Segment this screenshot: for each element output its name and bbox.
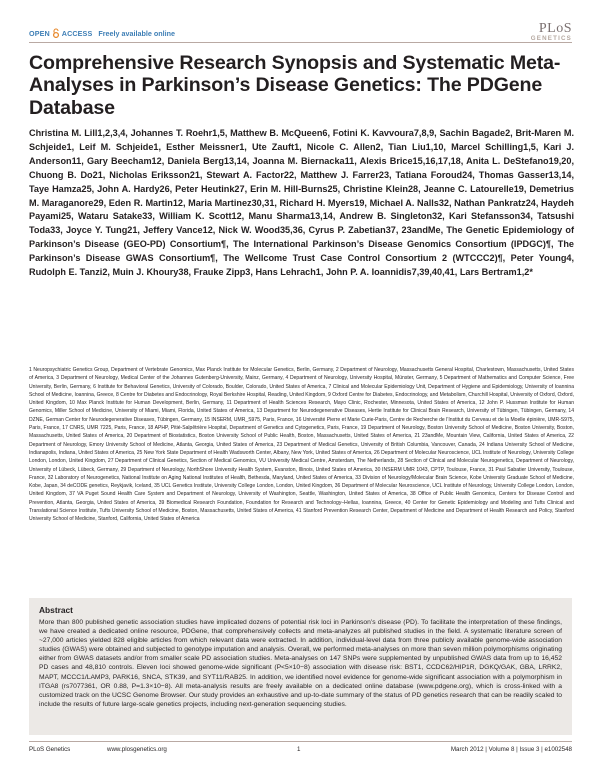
header-divider <box>29 42 572 43</box>
footer-issue-info: March 2012 | Volume 8 | Issue 3 | e1002548 <box>450 746 572 753</box>
open-access-lock-icon <box>52 28 60 38</box>
logo-plos: PLoS <box>538 21 572 36</box>
abstract-heading: Abstract <box>39 605 73 615</box>
footer-divider <box>29 741 572 742</box>
open-access-banner <box>29 28 175 38</box>
abstract-section <box>29 598 572 735</box>
journal-logo <box>531 22 572 42</box>
abstract-text: More than 800 published genetic association studies have implicated dozens of potential risk loci in Parkinson’s disease (PD). To facilitate the interpretation of these findings, we have created a dedicated online resource, PDGene, that comprehensively collects and meta-analyzes all published studies in the field. A systematic literature screen of ~27,000 articles yielded 828 eligible articles from which relevant data were extracted. In addition, individual-level data from three publicly available genome-wide association studies (GWAS) were obtained and subjected to genotype imputation and analysis. Overall, we performed meta-analyses on more than seven million polymorphisms originating either from GWAS datasets and/or from smaller scale PD association studies. Meta-analyses on 147 SNPs were supplemented by unpublished GWAS data from up to 16,452 PD cases and 48,810 controls. Eleven loci showed genome-wide significant (P<5×10−8) association with disease risk: BST1, CCDC62/HIP1R, DGKQ/GAK, GBA, LRRK2, MAPT, MCCC1/LAMP3, PARK16, SNCA, STK39, and SYT11/RAB25. In addition, we identified novel evidence for genome-wide significant association with a polymorphism in ITGA8 (rs7077361, OR 0.88, P=1.3×10−8). All meta-analysis results are freely available on a dedicated online database (www.pdgene.org), which is cross-linked with a customized track on the UCSC Genome Browser. Our study provides an exhaustive and up-to-date summary of the status of PD genetics research that can be readily scaled to include the results of future large-scale genetics projects, including next-generation sequencing studies. <box>39 619 562 708</box>
freely-available-label: Freely available online <box>98 28 176 38</box>
page-footer <box>29 746 572 756</box>
article-title: Comprehensive Research Synopsis and Systematic Meta-Analyses in Parkinson’s Disease Genetics: The PDGene Database <box>29 52 561 119</box>
footer-url-link[interactable]: www.plosgenetics.org <box>107 746 167 753</box>
author-list: Christina M. Lill1,2,3,4, Johannes T. Roehr1,5, Matthew B. McQueen6, Fotini K. Kavvoura7,8,9, Sachin Bagade2, Brit-Maren M. Schjeide1, Leif M. Schjeide1, Esther Meissner1, Ute Zauft1, Nicole C. Allen2, Tian Liu1,10, Marcel Schilling1,5, Kari J. Anderson11, Gary Beecham12, Daniela Berg13,14, Joanna M. Biernacka11, Alexis Brice15,16,17,18, Anita L. DeStefano19,20, Chuong B. Do21, Nicholas Eriksson21, Stewart A. Factor22, Matthew J. Farrer23, Tatiana Foroud24, Thomas Gasser13,14, Taye Hamza25, John A. Hardy26, Peter Heutink27, Erin M. Hill-Burns25, Christine Klein28, Jeanne C. Latourelle19, Demetrius M. Maraganore29, Eden R. Martin12, Maria Martinez30,31, Richard H. Myers19, Michael A. Nalls32, Nathan Pankratz24, Haydeh Payami25, Wataru Satake33, William K. Scott12, Manu Sharma13,14, Andrew B. Singleton32, Kari Stefansson34, Tatsushi Toda33, Joyce Y. Tung21, Jeffery Vance12, Nick W. Wood35,36, Cyrus P. Zabetian37, 23andMe, The Genetic Epidemiology of Parkinson’s Disease (GEO-PD) Consortium¶, The International Parkinson’s Disease Genomics Consortium (IPDGC)¶, The Parkinson’s Disease GWAS Consortium¶, The Wellcome Trust Case Control Consortium 2 (WTCCC2)¶, Peter Young4, Rudolph E. Tanzi2, Muin J. Khoury38, Frauke Zipp3, Hans Lehrach1, John P. A. Ioannidis7,39,40,41, Lars Bertram1,2* <box>29 128 574 278</box>
footer-journal: PLoS Genetics <box>29 746 71 753</box>
logo-genetics: GENETICS <box>530 35 572 42</box>
footer-page-number: 1 <box>297 746 301 753</box>
affiliation-list: 1 Neuropsychiatric Genetics Group, Department of Vertebrate Genomics, Max Planck Institute for Molecular Genetics, Berlin, Germany, 2 Department of Neurology, Massachusetts General Hospital, Charlestown, Massachusetts, United States of America, 3 Department of Neurology, Medical Center of the Johannes Gutenberg-University, Mainz, Germany, 4 Department of Neurology, University Hospital, Münster, Germany, 5 Department of Mathematics and Computer Science, Free University, Berlin, Germany, 6 Institute for Behavioral Genetics, University of Colorado, Boulder, Colorado, United States of America, 7 Clinical and Molecular Epidemiology Unit, Department of Hygiene and Epidemiology, University of Ioannina School of Medicine, Ioannina, Greece, 8 Centre for Diabetes and Endocrinology, Royal Berkshire Hospital, Reading, United Kingdom, 9 Oxford Centre for Diabetes, Endocrinology, and Metabolism, Churchill Hospital, University of Oxford, Oxford, United Kingdom, 10 Max Planck Institute for Human Development, Berlin, Germany, 11 Department of Health Sciences Research, Mayo Clinic, Rochester, Minnesota, United States of America, 12 John P. Hussman Institute for Human Genomics, Miller School of Medicine, University of Miami, Miami, Florida, United States of America, 13 Department for Neurodegenerative Diseases, Hertie Institute for Clinical Brain Research, University of Tübingen, Tübingen, Germany, 14 DZNE, German Center for Neurodegenerative Diseases, Tübingen, Germany, 15 INSERM, UMR_S975, Paris, France, 16 Université Pierre et Marie Curie-Paris, Centre de Recherche de l’Institut du Cerveau et de la Moelle épinière, UMR-S975, Paris, France, 17 CNRS, UMR 7225, Paris, France, 18 APHP, Pitié-Salpêtrière Hospital, Department of Genetics and Cytogenetics, Paris, France, 19 Department of Neurology, Boston University School of Medicine, Boston University, Boston, Massachusetts, United States of America, 20 Department of Biostatistics, Boston University School of Public Health, Boston, Massachusetts, United States of America, 21 23andMe, Mountain View, California, United States of America, 22 Department of Neurology, Emory University School of Medicine, Atlanta, Georgia, United States of America, 23 Department of Medical Genetics, University of British Columbia, Vancouver, Canada, 24 Indiana University School of Medicine, Indianapolis, Indiana, United States of America, 25 New York State Department of Health Wadsworth Center, Albany, New York, United States of America, 26 Department of Molecular Neuroscience, UCL Institute of Neurology, University College London, London, United Kingdom, 27 Department of Clinical Genetics, Section of Medical Genomics, VU University Medical Centre, Amsterdam, The Netherlands, 28 Section of Clinical and Molecular Neurogenetics, Department of Neurology, University of Lübeck, Lübeck, Germany, 29 Department of Neurology, NorthShore University Health System, Evanston, Illinois, United States of America, 30 INSERM UMR 1043, CPTP, Toulouse, France, 31 Paul Sabatier University, Toulouse, France, 32 Laboratory of Neurogenetics, National Institute on Aging National Institutes of Health, Bethesda, Maryland, United States of America, 33 Division of Neurology/Molecular Brain Science, Kobe University Graduate School of Medicine, Kobe, Japan, 34 deCODE genetics, Reykjavik, Iceland, 35 UCL Genetics Institute, University College London, London, United Kingdom, 36 Department of Molecular Neuroscience, UCL Institute of Neurology, University College London, London, United Kingdom, 37 VA Puget Sound Health Care System and Department of Neurology, University of Washington, Seattle, Washington, United States of America, 38 Office of Public Health Genomics, Centers for Disease Control and Prevention, Atlanta, Georgia, United States of America, 39 Biomedical Research Foundation, Foundation for Research and Technology–Hellas, Ioannina, Greece, 40 Center for Genetic Epidemiology and Modeling and Tufts Clinical and Translational Science Institute, Tufts University School of Medicine, Boston, Massachusetts, United States of America, 41 Stanford Prevention Research Center, Department of Medicine and Department of Health Research and Policy, Stanford University School of Medicine, Stanford, California, United States of America <box>29 367 574 523</box>
open-label: OPEN <box>29 28 50 38</box>
access-label: ACCESS <box>61 28 93 38</box>
